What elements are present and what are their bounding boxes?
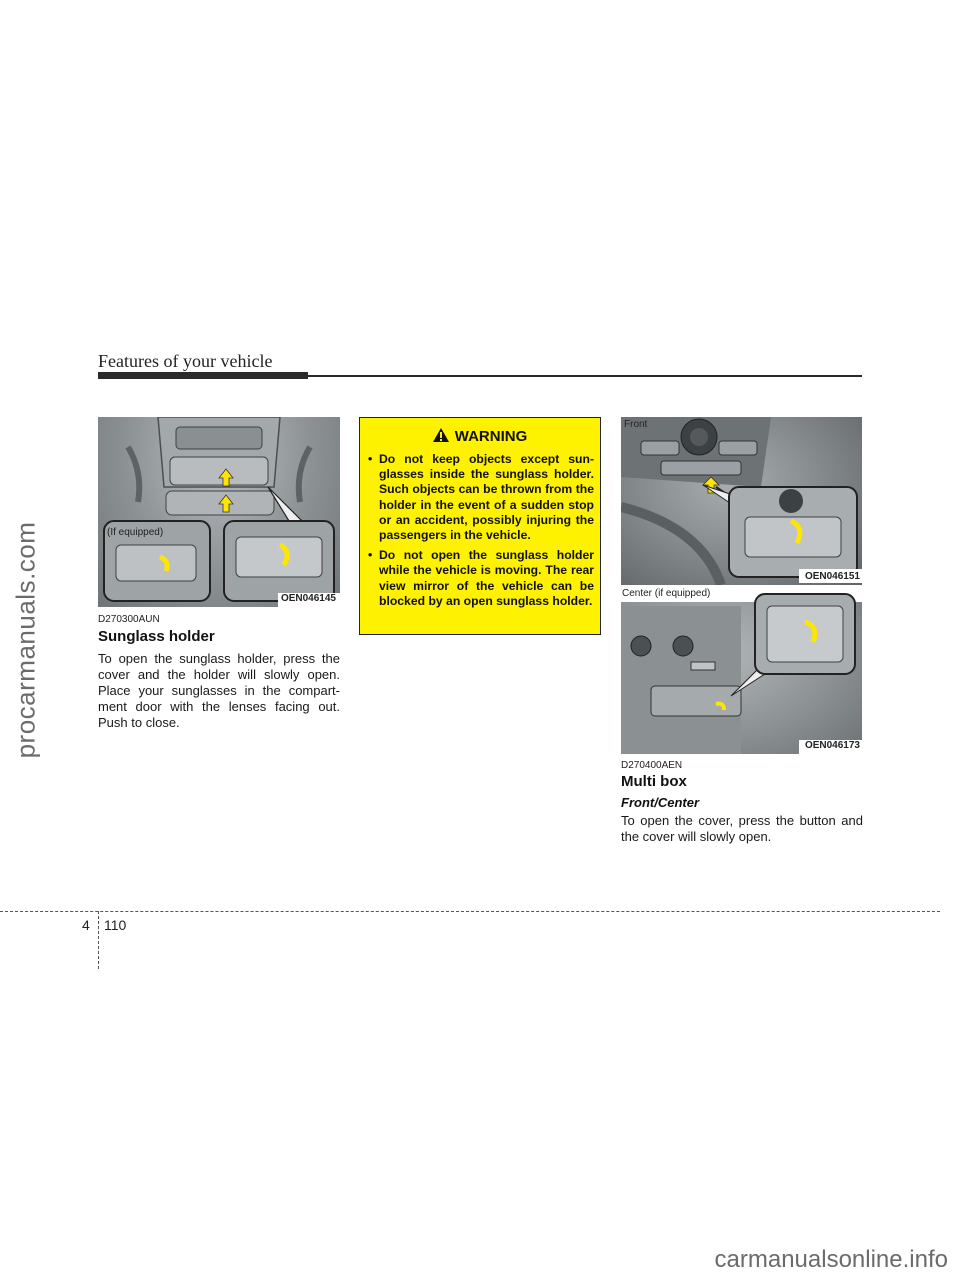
- multi-box-center-figure: [621, 586, 862, 754]
- section-heading-multi-box: Multi box: [621, 773, 687, 790]
- warning-item: • Do not open the sunglass holder while the vehicle is moving. The rear view mirror of the vehicle can be blocked by an open sunglass holder.: [368, 548, 594, 609]
- warning-triangle-icon: [433, 428, 449, 442]
- figure-code: OEN046151: [804, 571, 860, 582]
- figure-code: OEN046173: [804, 740, 860, 751]
- section-heading-sunglass-holder: Sunglass holder: [98, 628, 215, 645]
- multi-box-front-figure: [621, 417, 862, 585]
- subheading-front-center: Front/Center: [621, 795, 699, 810]
- sunglass-holder-body: To open the sunglass holder, press the cover and the holder will slowly open. Place your sunglasses in the compartment door with the lenses facing out. Push to close.: [98, 651, 340, 730]
- footer-divider: [98, 911, 99, 969]
- footer-watermark: carmanualsonline.info: [714, 1246, 948, 1273]
- side-watermark: procarmanuals.com: [10, 521, 41, 759]
- header-accent-bar: [98, 372, 308, 379]
- footer-rule: [0, 911, 940, 912]
- warning-heading: [360, 428, 600, 445]
- multi-box-center-illustration: [621, 586, 862, 754]
- figure-label-center: Center (if equipped): [622, 588, 711, 599]
- figure-code: OEN046145: [280, 593, 336, 604]
- warning-list: [368, 452, 594, 614]
- page-number: 110: [104, 917, 127, 933]
- section-code: D270400AEN: [621, 760, 683, 771]
- multi-box-body: To open the cover, press the button and the cover will slowly open.: [621, 813, 863, 844]
- warning-item: • Do not keep objects except sunglasses inside the sunglass holder. Such objects can be thrown from the holder in the event of a sudden stop or an accident, possibly injuring the passengers in the vehicle.: [368, 452, 594, 543]
- figure-note-if-equipped: (If equipped): [107, 527, 164, 538]
- warning-box: [359, 417, 601, 635]
- warning-title: WARNING: [454, 428, 528, 445]
- sunglass-holder-illustration: [98, 417, 340, 607]
- chapter-number: 4: [82, 917, 90, 933]
- figure-label-front: Front: [624, 419, 648, 430]
- running-header: Features of your vehicle: [98, 351, 273, 371]
- section-code: D270300AUN: [98, 614, 160, 625]
- sunglass-holder-figure: [98, 417, 340, 607]
- multi-box-front-illustration: [621, 417, 862, 585]
